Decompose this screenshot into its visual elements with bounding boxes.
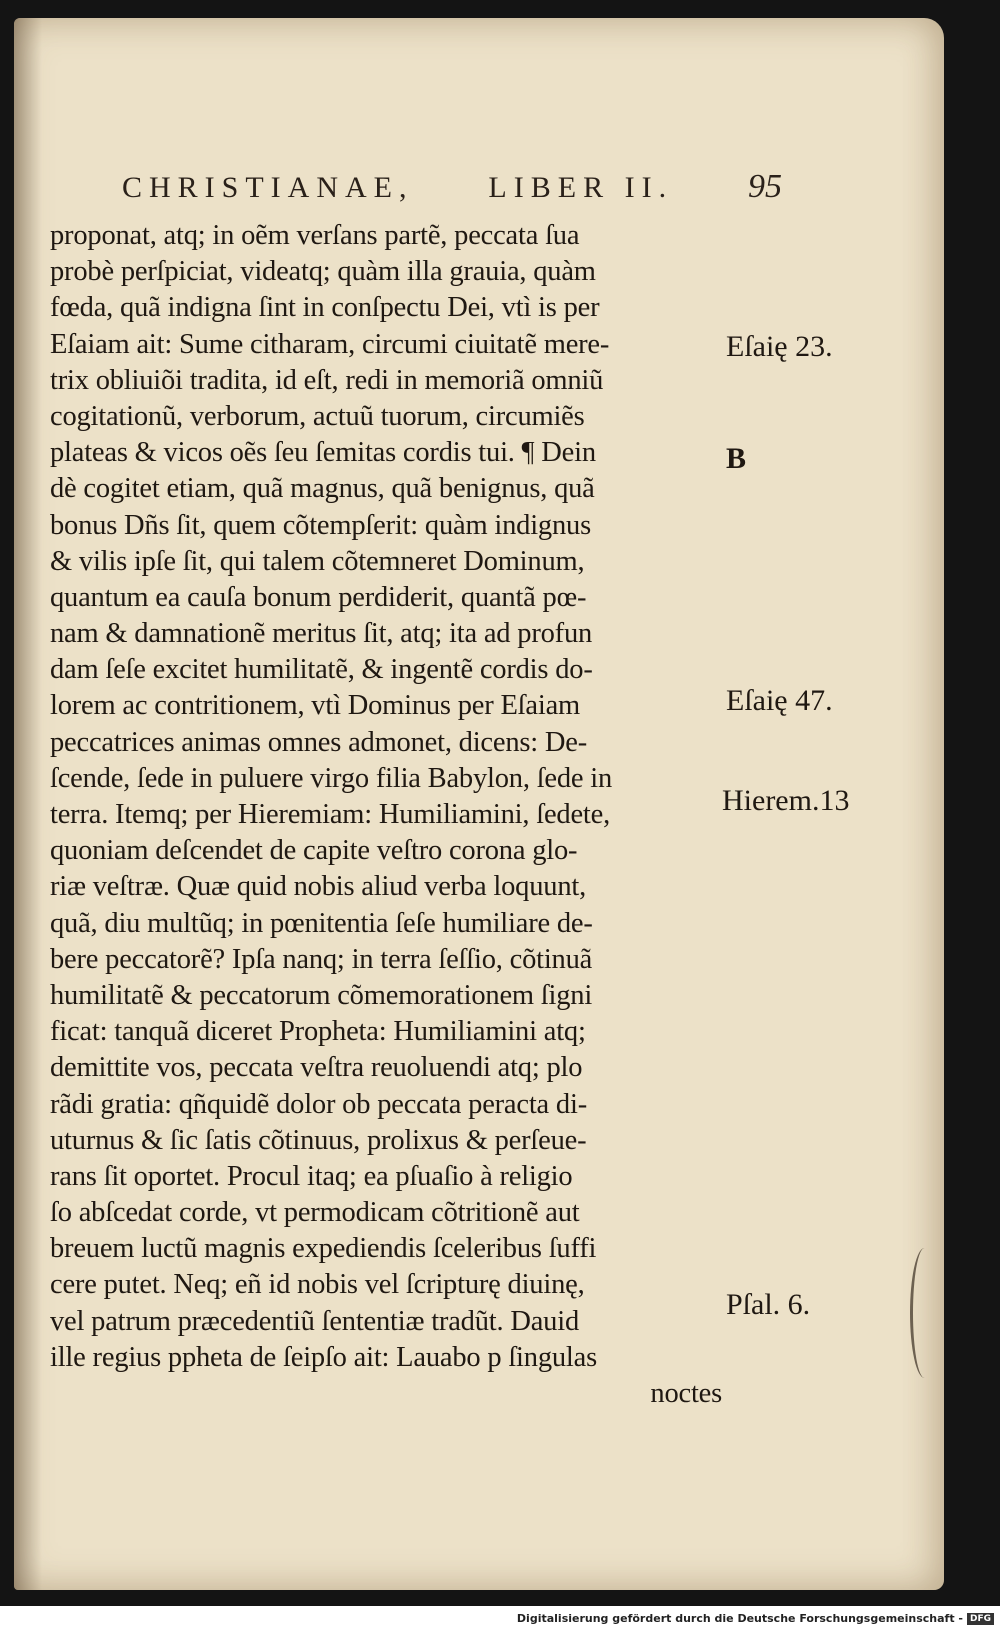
text-line: rãdi gratia: qñquidẽ dolor ob peccata peracta di-: [50, 1088, 587, 1120]
text-line: ille regius pphetа de ſeipſo ait: Lauabo p ſingulas: [50, 1341, 597, 1373]
text-line: plateas & vicos oẽs ſeu ſemitas cordis tui. ¶ Dein: [50, 437, 596, 469]
text-line: cere putet. Neq; eñ id nobis vel ſcripturę diuinę,: [50, 1269, 585, 1301]
text-line: riæ veſtræ. Quæ quid nobis aliud verba loquunt,: [50, 871, 587, 903]
marginal-note: Eſaię 47.: [726, 684, 833, 717]
text-line: & vilis ipſe ſit, qui talem cõtemneret Dominum,: [50, 545, 585, 577]
text-line: vel patrum præcedentiũ ſententiæ tradũt. Dauid: [50, 1305, 579, 1337]
text-line: terra. Itemq; per Hieremiam: Humiliamini, ſedete,: [50, 799, 610, 830]
text-line: bonus Dñs ſit, quem cõtempſerit: quàm indignus: [50, 509, 591, 541]
page-edge-curl: [910, 1248, 939, 1378]
dfg-logo: DFG: [967, 1613, 994, 1625]
marginal-note: B: [726, 442, 747, 475]
text-line: lorem ac contritionem, vtì Dominus per Eſaiam: [50, 690, 580, 722]
text-line: trix obliuiõi tradita, id eſt, redi in memoriã omniũ: [50, 364, 604, 396]
text-line: dè cogitet etiam, quã magnus, quã benignus, quã: [50, 473, 595, 505]
text-line: peccatrices animas omnes admonet, dicens: De-: [50, 726, 588, 758]
text-line: quã, diu multũq; in pœnitentia ſeſe humiliare de-: [50, 907, 593, 939]
text-line: rans ſit oportet. Procul itaq; ea pſuaſio à religio: [50, 1160, 573, 1192]
folio-number: 95: [747, 168, 782, 205]
header-left: CHRISTIANAE,: [122, 171, 414, 204]
text-line: quantum ea cauſa bonum perdiderit, quantã pœ-: [50, 581, 587, 613]
text-line: ſcende, ſede in puluere virgo filia Babylon, ſede in: [50, 762, 613, 794]
header-center: LIBER II.: [488, 171, 674, 204]
text-line: probè perſpiciat, videatq; quàm illa grauia, quàm: [50, 256, 596, 288]
marginal-note: Eſaię 23.: [726, 330, 833, 363]
text-line: fœda, quã indigna ſint in conſpectu Dei, vtì is per: [50, 292, 600, 324]
text-line: cogitationũ, verborum, actuũ tuorum, circumiẽs: [50, 400, 585, 432]
text-line: ficat: tanquã diceret Propheta: Humiliamini atq;: [50, 1016, 586, 1048]
body-text: [50, 218, 722, 1412]
text-line: humilitatẽ & peccatorum cõmemorationem ſigni: [50, 979, 593, 1011]
book-page: [14, 18, 944, 1590]
text-line: quoniam deſcendet de capite veſtro corona glo-: [50, 835, 578, 867]
text-line: nam & damnationẽ meritus ſit, atq; ita ad profun: [50, 618, 593, 650]
marginal-note: Hierem.13: [722, 784, 850, 817]
text-line: ſo abſcedat corde, vt permodicam cõtritionẽ aut: [50, 1197, 580, 1229]
text-line: uturnus & ſic ſatis cõtinuus, prolixus & perſeue-: [50, 1124, 587, 1156]
marginal-note: Pſal. 6.: [726, 1288, 811, 1321]
text-line: proponat, atq; in oẽm verſans partẽ, peccata ſua: [50, 220, 580, 251]
binding-shadow: [14, 18, 42, 1590]
text-line: Eſaiam ait: Sume citharam, circumi ciuitatẽ mere-: [50, 328, 610, 360]
text-line: bere peccatorẽ? Ipſa nanq; in terra ſeſſio, cõtinuã: [50, 943, 593, 975]
catchword: noctes: [650, 1378, 722, 1409]
running-header: [122, 168, 782, 206]
digitization-credit: [517, 1612, 994, 1625]
text-line: breuem luctũ magnis expediendis ſceleribus ſuffi: [50, 1233, 597, 1265]
text-line: dam ſeſe excitet humilitatẽ, & ingentẽ cordis do-: [50, 654, 593, 686]
credit-text: Digitalisierung gefördert durch die Deutsche Forschungsgemeinschaft -: [516, 1612, 963, 1625]
text-line: demittite vos, peccata veſtra reuoluendi atq; plo: [50, 1052, 583, 1084]
